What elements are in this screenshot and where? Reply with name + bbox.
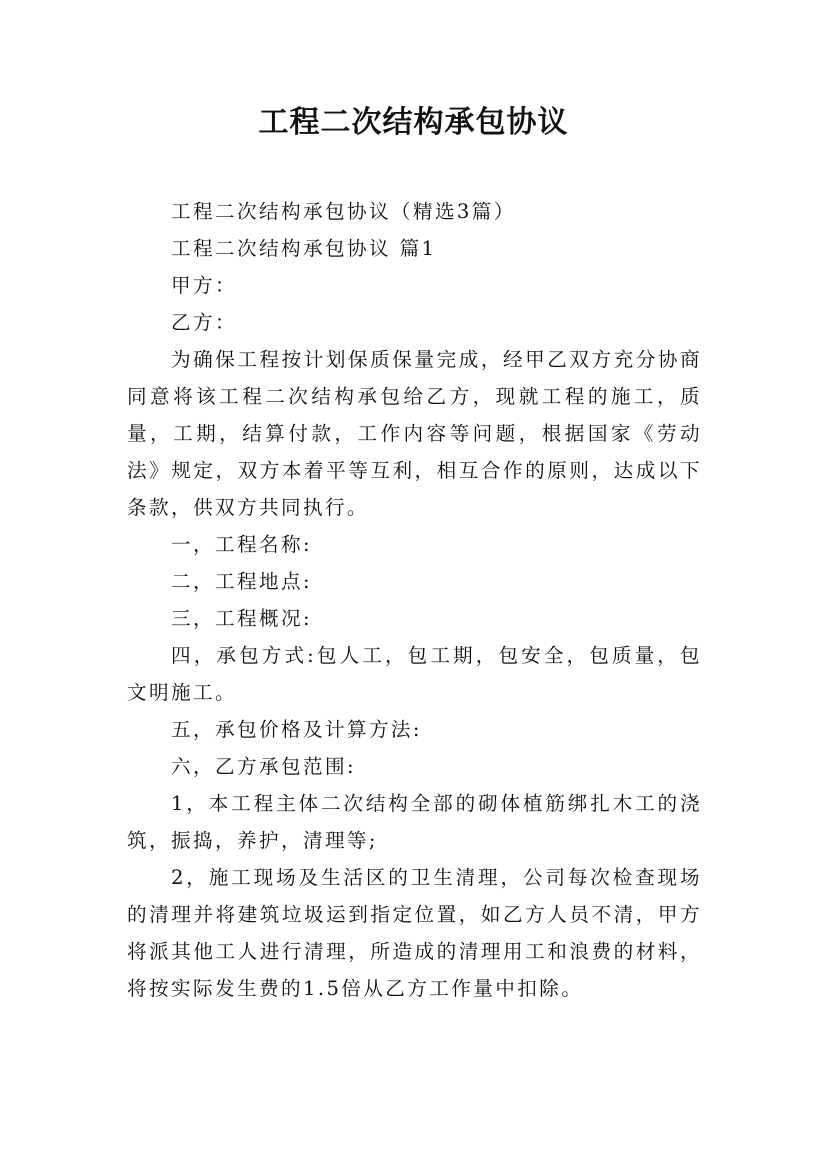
paragraph-project-name: 一，工程名称:	[171, 533, 312, 556]
paragraph-party-a: 甲方：	[171, 274, 237, 297]
paragraph-party-b: 乙方：	[171, 311, 237, 334]
document-title: 工程二次结构承包协议	[258, 105, 569, 140]
paragraph-project-overview: 三，工程概况:	[171, 607, 312, 630]
paragraph-section-heading: 工程二次结构承包协议 篇1	[171, 237, 437, 260]
paragraph-preamble: 为确保工程按计划保质保量完成，经甲乙双方充分协商同意将该工程二次结构承包给乙方，现就工程的施工，质量，工期，结算付款，工作内容等问题，根据国家《劳动法》规定，双方本着平等互利，相互合作的原则，达成以下条款，供双方共同执行。	[127, 348, 702, 519]
paragraph-scope-item-1: 1，本工程主体二次结构全部的砌体植筋绑扎木工的浇筑，振捣，养护，清理等;	[127, 792, 702, 852]
paragraph-subtitle: 工程二次结构承包协议（精选3篇）	[171, 200, 516, 223]
paragraph-project-location: 二，工程地点:	[171, 570, 312, 593]
paragraph-price-method: 五，承包价格及计算方法:	[171, 718, 422, 741]
paragraph-contract-method: 四，承包方式:包人工，包工期，包安全，包质量，包文明施工。	[127, 644, 702, 704]
document-body	[127, 193, 702, 1007]
paragraph-scope-heading: 六，乙方承包范围:	[171, 755, 356, 778]
paragraph-scope-item-2: 2，施工现场及生活区的卫生清理，公司每次检查现场的清理并将建筑垃圾运到指定位置，如乙方人员不清，甲方将派其他工人进行清理，所造成的清理用工和浪费的材料，将按实际发生费的1.5倍从乙方工作量中扣除。	[127, 866, 702, 1000]
